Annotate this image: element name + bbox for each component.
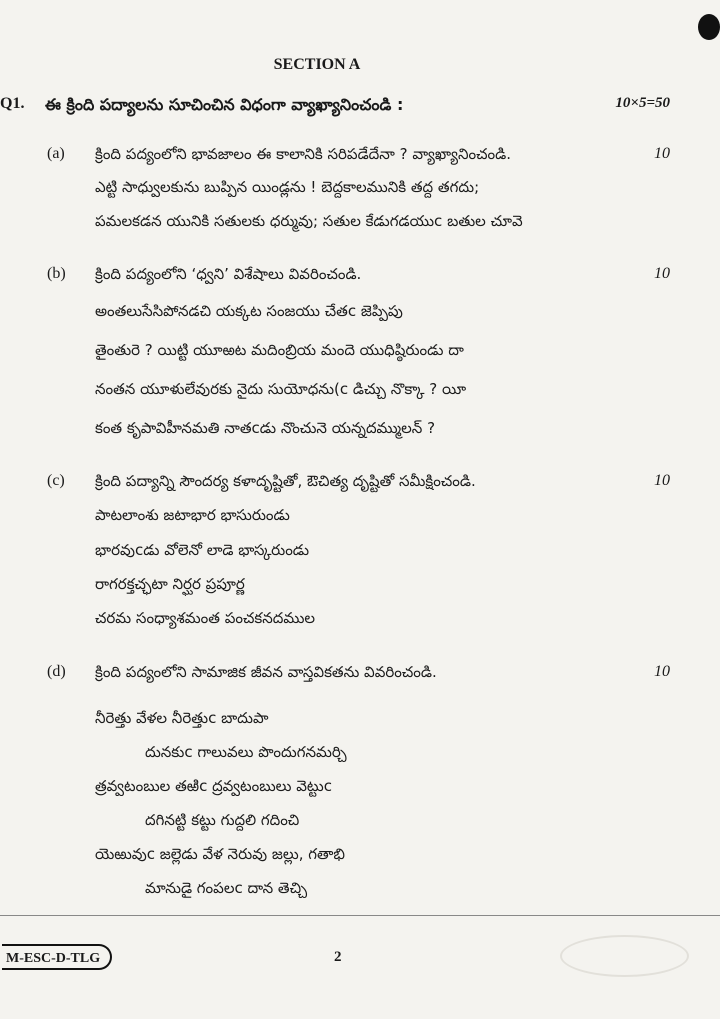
verse-line: చరమ సంధ్యాశమంత పంచకనదముల — [95, 609, 316, 627]
question-number: Q1. — [0, 95, 25, 112]
question-header — [0, 95, 720, 119]
question-marks: 10×5=50 — [615, 95, 670, 111]
verse-line: భారవుcడు వోలెనో లాడె భాస్కరుండు — [95, 541, 310, 559]
verse-line: ఎట్టి సాధ్వులకును బుప్పిన యిండ్లను ! బెద్దకాలమునికి తద్ద తగదు; — [95, 178, 480, 196]
part-label: (c) — [47, 472, 65, 489]
question-instruction: ఈ క్రింది పద్యాలను సూచించిన విధంగా వ్యాఖ్యానించండి : — [45, 95, 404, 114]
part-question: క్రింది పద్యంలోని భావజాలం ఈ కాలానికి సరిపడేదేనా ? వ్యాఖ్యానించండి. — [95, 145, 511, 163]
part-marks: 10 — [654, 472, 670, 489]
part-marks: 10 — [654, 663, 670, 680]
part-label: (a) — [47, 145, 65, 162]
verse-line: యెఱువుc జల్లెడు వేళ నెరువు జల్లు, గతాభి — [95, 845, 345, 863]
part-question: క్రింది పద్యాన్ని సౌందర్య కళాదృష్టితో, ఔచిత్య దృష్టితో సమీక్షించండి. — [95, 472, 476, 490]
part-question: క్రింది పద్యంలోని సామాజిక జీవన వాస్తవికతను వివరించండి. — [95, 663, 437, 681]
verse-line: త్రవ్వటంబుల తఱిc ద్రవ్వటంబులు వెట్టుc — [95, 777, 332, 795]
verse-line: నీరెత్తు వేళల నీరెత్తుc బాదుపా — [95, 709, 269, 727]
footer-divider — [0, 915, 720, 916]
verse-line: దునకుc గాలువలు పొందుగనమర్చి — [145, 743, 347, 761]
section-title: SECTION A — [273, 56, 361, 73]
verse-line: మానుడై గంపలc దాన తెచ్చి — [145, 879, 308, 897]
verse-line: రాగరక్తచ్ఛటా నిర్ఘర ప్రపూర్ణ — [95, 575, 245, 593]
verse-line: నంతన యూళులేవురకు నైదు సుయోధను(c డిచ్చు నొక్కా ? యీ — [95, 380, 467, 398]
verse-line: అంతలుసేసిపోనడచి యక్కట సంజయు చేతc జెప్పిపు — [95, 302, 403, 320]
part-marks: 10 — [654, 145, 670, 162]
faint-stamp-mark — [560, 935, 689, 977]
verse-line: పాటలాంశు జటాభార భాసురుండు — [95, 506, 290, 524]
part-label: (b) — [47, 265, 66, 282]
verse-line: కంత కృపావిహీనమతి నాతcడు నొంచునె యన్నదమ్ములన్ ? — [95, 419, 436, 437]
part-marks: 10 — [654, 265, 670, 282]
page-number: 2 — [334, 949, 342, 965]
verse-line: పమలకడన యునికి సతులకు ధర్మువు; సతుల కేడుగడయుc బతుల చూవె — [95, 212, 523, 230]
part-label: (d) — [47, 663, 66, 680]
paper-code-badge: M-ESC-D-TLG — [2, 944, 112, 970]
part-question: క్రింది పద్యంలోని ‘ధ్వని’ విశేషాలు వివరించండి. — [95, 265, 362, 283]
punch-hole-mark — [698, 14, 720, 40]
verse-line: తైంతురె ? యిట్టి యూఱట మదింబ్రియ మందె యుధిష్ఠిరుండు దా — [95, 341, 464, 359]
verse-line: దగినట్టి కట్టు గుద్దలి గదించి — [145, 811, 300, 829]
